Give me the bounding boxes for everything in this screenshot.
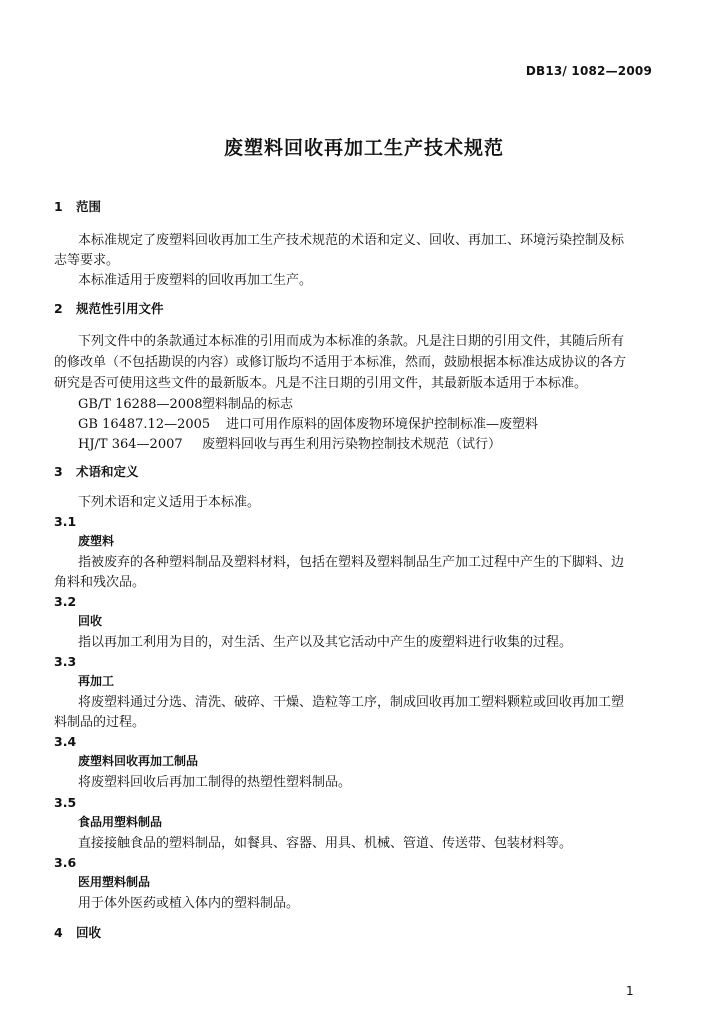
section-3-intro: 下列术语和定义适用于本标准。 <box>78 495 261 510</box>
term-name: 再加工 <box>78 674 115 688</box>
reference-title: 塑料制品的标志 <box>202 397 294 412</box>
term-number: 3.2 <box>54 594 77 609</box>
section-2-para-line-1: 下列文件中的条款通过本标准的引用而成为本标准的条款。凡是注日期的引用文件，其随后所有 <box>78 334 625 349</box>
term-definition-line-2: 角料和残次品。 <box>54 575 146 590</box>
section-title: 规范性引用文件 <box>76 301 164 316</box>
term-definition-line-2: 料制品的过程。 <box>54 715 146 730</box>
term-number: 3.4 <box>54 734 77 749</box>
term-definition-line-1: 用于体外医药或植入体内的塑料制品。 <box>78 896 300 911</box>
term-definition-line-1: 将废塑料通过分选、清洗、破碎、干燥、造粒等工序，制成回收再加工塑料颗粒或回收再加工塑 <box>78 695 625 710</box>
term-name: 医用塑料制品 <box>78 875 151 889</box>
term-definition-line-1: 将废塑料回收后再加工制得的热塑性塑料制品。 <box>78 775 352 790</box>
section-2-para-line-3: 研究是否可使用这些文件的最新版本。凡是不注日期的引用文件，其最新版本适用于本标准。 <box>54 376 588 391</box>
section-title: 范围 <box>76 199 102 214</box>
section-number: 4 <box>54 925 63 940</box>
section-1-para-2: 本标准适用于废塑料的回收再加工生产。 <box>78 273 313 288</box>
section-2-para-line-2: 的修改单（不包括勘误的内容）或修订版均不适用于本标准，然而，鼓励根据本标准达成协议的各方 <box>54 355 627 370</box>
reference-item <box>78 393 293 412</box>
term-number: 3.3 <box>54 654 77 669</box>
section-1-para-1-line-1: 本标准规定了废塑料回收再加工生产技术规范的术语和定义、回收、再加工、环境污染控制及标 <box>78 233 625 248</box>
reference-item <box>78 433 501 452</box>
section-title: 回收 <box>76 925 102 940</box>
section-1-para-1-line-2: 志等要求。 <box>54 253 120 268</box>
section-3-heading <box>54 462 139 480</box>
term-name: 废塑料 <box>78 534 115 548</box>
term-definition-line-1: 指以再加工利用为目的，对生活、生产以及其它活动中产生的废塑料进行收集的过程。 <box>78 635 573 650</box>
section-2-heading <box>54 299 164 317</box>
reference-code: GB 16487.12—2005 <box>78 417 211 432</box>
term-number: 3.5 <box>54 795 77 810</box>
document-title: 废塑料回收再加工生产技术规范 <box>223 137 504 159</box>
reference-item <box>78 413 538 432</box>
document-code: DB13/ 1082—2009 <box>525 64 652 78</box>
section-number: 2 <box>54 301 63 316</box>
term-definition-line-1: 直接接触食品的塑料制品，如餐具、容器、用具、机械、管道、传送带、包装材料等。 <box>78 836 573 851</box>
term-name: 食品用塑料制品 <box>78 815 163 829</box>
reference-title: 废塑料回收与再生利用污染物控制技术规范（试行） <box>202 437 502 452</box>
reference-code: HJ/T 364—2007 <box>78 437 183 452</box>
term-definition-line-1: 指被废弃的各种塑料制品及塑料材料，包括在塑料及塑料制品生产加工过程中产生的下脚料、边 <box>78 555 625 570</box>
section-title: 术语和定义 <box>76 464 139 479</box>
section-number: 3 <box>54 464 63 479</box>
section-1-heading <box>54 197 101 215</box>
term-number: 3.6 <box>54 855 77 870</box>
term-number: 3.1 <box>54 514 77 529</box>
reference-title: 进口可用作原料的固体废物环境保护控制标准—废塑料 <box>226 417 539 432</box>
section-4-heading <box>54 923 101 941</box>
page-number: 1 <box>626 984 634 998</box>
term-name: 回收 <box>78 614 103 628</box>
term-name: 废塑料回收再加工制品 <box>78 754 199 768</box>
reference-code: GB/T 16288—2008 <box>78 397 203 412</box>
section-number: 1 <box>54 199 63 214</box>
